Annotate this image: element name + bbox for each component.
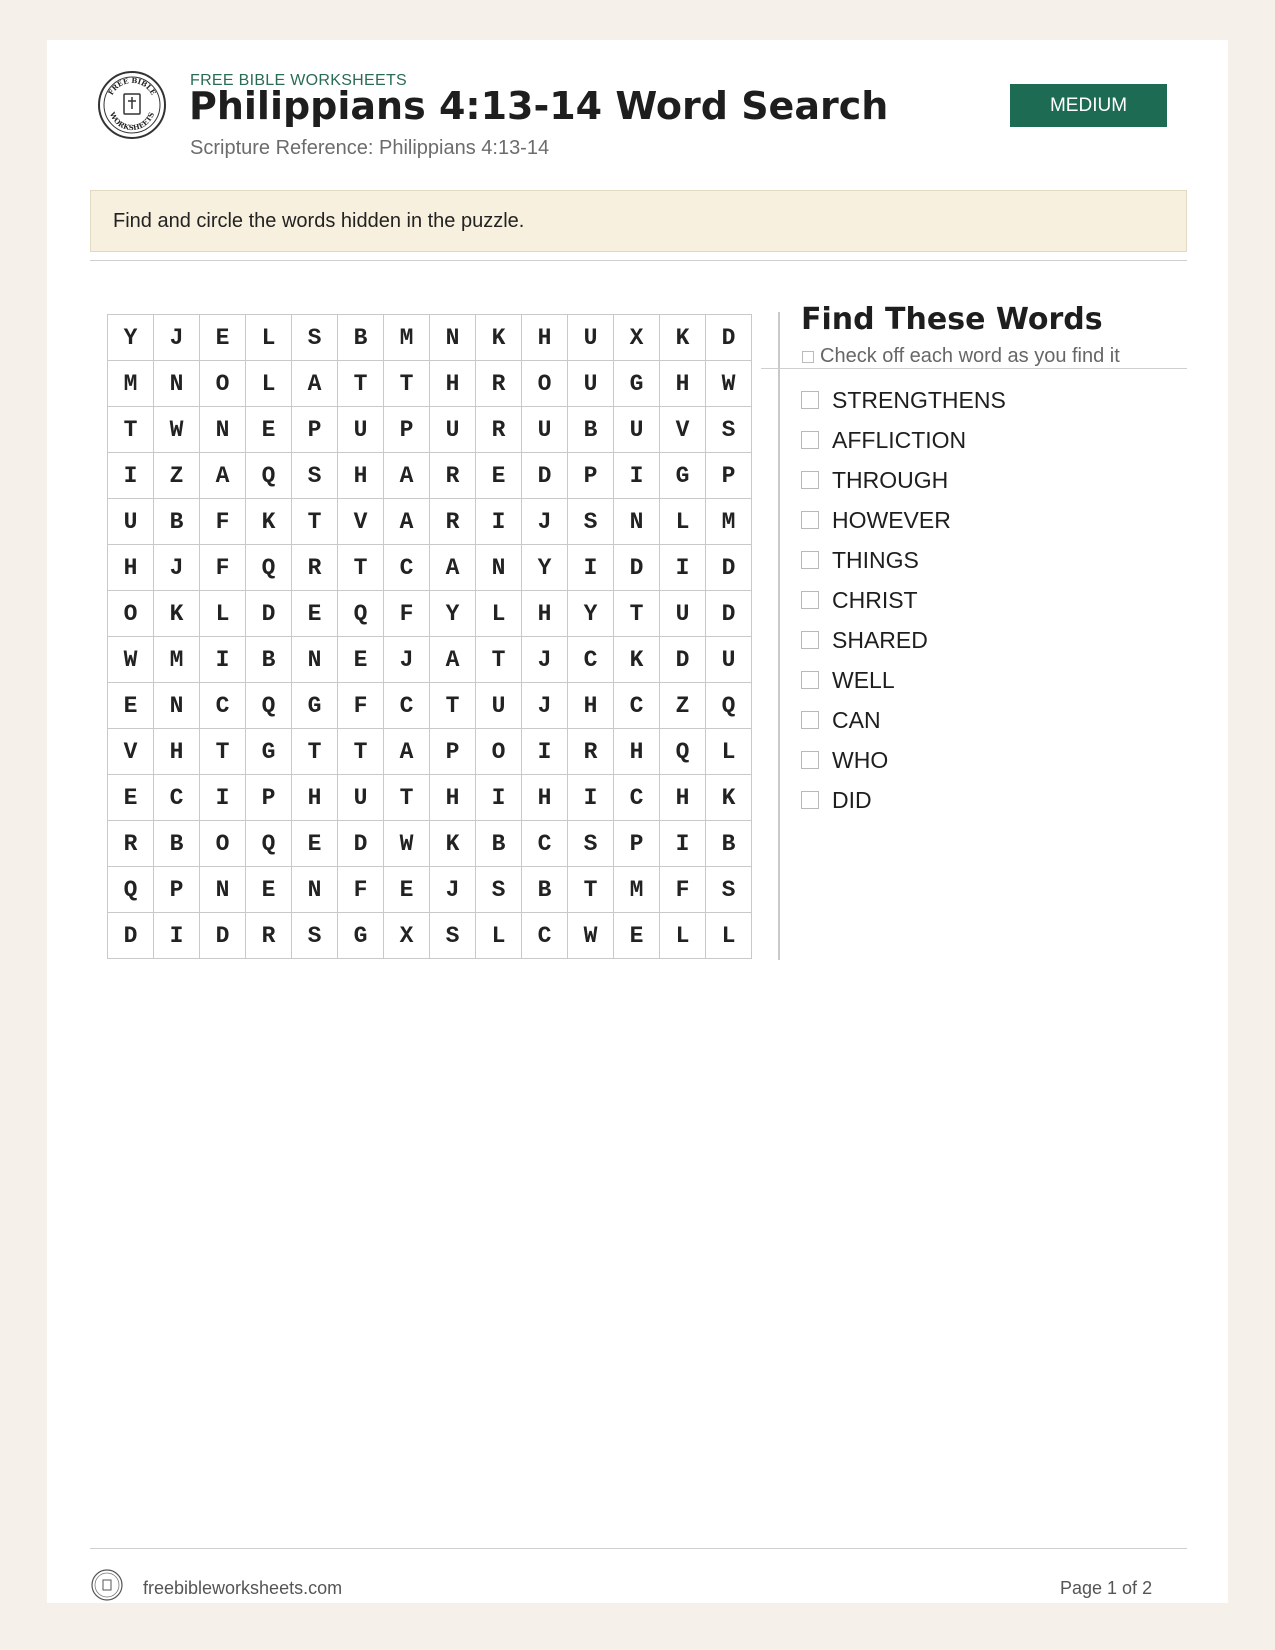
word-text: WHO <box>832 746 889 773</box>
word-list <box>801 380 1006 820</box>
grid-letter[interactable]: O <box>200 361 246 407</box>
grid-letter[interactable]: A <box>384 729 430 775</box>
footer-website: freebibleworksheets.com <box>143 1578 343 1598</box>
grid-letter[interactable]: I <box>476 775 522 821</box>
grid-letter[interactable]: I <box>154 913 200 959</box>
site-logo <box>97 70 167 140</box>
grid-letter[interactable]: M <box>154 637 200 683</box>
grid-letter[interactable]: R <box>430 499 476 545</box>
word-list-item <box>801 700 1006 740</box>
grid-letter[interactable]: N <box>200 867 246 913</box>
grid-letter[interactable]: E <box>614 913 660 959</box>
grid-letter[interactable]: Y <box>430 591 476 637</box>
grid-letter[interactable]: P <box>154 867 200 913</box>
grid-letter[interactable]: R <box>246 913 292 959</box>
grid-letter[interactable]: E <box>200 315 246 361</box>
grid-letter[interactable]: L <box>200 591 246 637</box>
grid-row <box>108 637 752 683</box>
grid-letter[interactable]: Y <box>522 545 568 591</box>
grid-letter[interactable]: S <box>430 913 476 959</box>
grid-row <box>108 545 752 591</box>
grid-letter[interactable]: T <box>338 729 384 775</box>
grid-letter[interactable]: I <box>522 729 568 775</box>
word-list-item <box>801 580 1006 620</box>
footer-divider <box>90 1548 1187 1549</box>
word-list-item <box>801 460 1006 500</box>
grid-letter[interactable]: N <box>154 683 200 729</box>
word-checkbox[interactable] <box>801 431 819 449</box>
grid-letter[interactable]: I <box>614 453 660 499</box>
page-number: Page 1 of 2 <box>1060 1578 1153 1598</box>
grid-letter[interactable]: C <box>522 821 568 867</box>
grid-letter[interactable]: P <box>430 729 476 775</box>
grid-letter[interactable]: H <box>522 315 568 361</box>
grid-letter[interactable]: K <box>614 637 660 683</box>
grid-letter[interactable]: U <box>614 407 660 453</box>
grid-letter[interactable]: Q <box>246 821 292 867</box>
grid-letter[interactable]: N <box>476 545 522 591</box>
grid-letter[interactable]: L <box>660 499 706 545</box>
grid-letter[interactable]: H <box>660 361 706 407</box>
grid-letter[interactable]: N <box>292 637 338 683</box>
word-text: HOWEVER <box>832 506 951 533</box>
grid-letter[interactable]: K <box>430 821 476 867</box>
word-list-item <box>801 500 1006 540</box>
word-checkbox[interactable] <box>801 671 819 689</box>
word-list-item <box>801 780 1006 820</box>
footer-logo <box>91 1569 123 1601</box>
grid-letter[interactable]: E <box>476 453 522 499</box>
grid-row <box>108 315 752 361</box>
grid-letter[interactable]: I <box>660 545 706 591</box>
grid-letter[interactable]: U <box>476 683 522 729</box>
grid-letter[interactable]: B <box>338 315 384 361</box>
grid-letter[interactable]: N <box>154 361 200 407</box>
grid-row <box>108 913 752 959</box>
grid-row <box>108 821 752 867</box>
grid-letter[interactable]: G <box>614 361 660 407</box>
grid-letter[interactable]: T <box>338 361 384 407</box>
grid-letter[interactable]: B <box>246 637 292 683</box>
word-list-item <box>801 740 1006 780</box>
grid-letter[interactable]: T <box>476 637 522 683</box>
grid-letter[interactable]: F <box>200 545 246 591</box>
grid-letter[interactable]: F <box>200 499 246 545</box>
grid-row <box>108 453 752 499</box>
grid-letter[interactable]: W <box>154 407 200 453</box>
grid-letter[interactable]: J <box>430 867 476 913</box>
grid-letter[interactable]: I <box>200 637 246 683</box>
grid-letter[interactable]: H <box>338 453 384 499</box>
grid-letter[interactable]: T <box>292 729 338 775</box>
grid-letter[interactable]: T <box>384 361 430 407</box>
grid-letter[interactable]: M <box>706 499 752 545</box>
grid-letter[interactable]: L <box>660 913 706 959</box>
word-list-hint-text: Check off each word as you find it <box>820 345 1120 367</box>
grid-letter[interactable]: H <box>522 591 568 637</box>
grid-letter[interactable]: D <box>706 545 752 591</box>
grid-letter[interactable]: E <box>292 591 338 637</box>
grid-letter[interactable]: D <box>338 821 384 867</box>
grid-letter[interactable]: C <box>154 775 200 821</box>
grid-letter[interactable]: L <box>246 361 292 407</box>
grid-row <box>108 683 752 729</box>
grid-letter[interactable]: U <box>660 591 706 637</box>
grid-letter[interactable]: D <box>614 545 660 591</box>
word-list-item <box>801 620 1006 660</box>
grid-letter[interactable]: E <box>384 867 430 913</box>
grid-letter[interactable]: F <box>384 591 430 637</box>
grid-letter[interactable]: G <box>292 683 338 729</box>
grid-letter[interactable]: E <box>246 407 292 453</box>
grid-letter[interactable]: S <box>568 821 614 867</box>
grid-letter[interactable]: A <box>384 499 430 545</box>
grid-letter[interactable]: K <box>476 315 522 361</box>
grid-letter[interactable]: O <box>522 361 568 407</box>
grid-letter[interactable]: H <box>568 683 614 729</box>
grid-letter[interactable]: D <box>200 913 246 959</box>
grid-letter[interactable]: T <box>292 499 338 545</box>
grid-letter[interactable]: F <box>338 683 384 729</box>
word-checkbox[interactable] <box>801 391 819 409</box>
word-checkbox[interactable] <box>801 751 819 769</box>
grid-letter[interactable]: B <box>154 821 200 867</box>
grid-letter[interactable]: W <box>706 361 752 407</box>
grid-letter[interactable]: T <box>614 591 660 637</box>
grid-letter[interactable]: K <box>706 775 752 821</box>
grid-letter[interactable]: P <box>292 407 338 453</box>
grid-letter[interactable]: F <box>660 867 706 913</box>
grid-letter[interactable]: D <box>706 591 752 637</box>
word-checkbox[interactable] <box>801 591 819 609</box>
grid-letter[interactable]: M <box>614 867 660 913</box>
grid-letter[interactable]: Q <box>246 545 292 591</box>
grid-letter[interactable]: T <box>568 867 614 913</box>
grid-letter[interactable]: H <box>660 775 706 821</box>
grid-letter[interactable]: U <box>706 637 752 683</box>
word-text: CHRIST <box>832 586 918 613</box>
grid-letter[interactable]: J <box>522 499 568 545</box>
grid-letter[interactable]: B <box>568 407 614 453</box>
word-search-grid <box>107 314 752 959</box>
grid-letter[interactable]: S <box>568 499 614 545</box>
grid-letter[interactable]: E <box>338 637 384 683</box>
grid-letter[interactable]: Q <box>246 453 292 499</box>
grid-letter[interactable]: I <box>108 453 154 499</box>
grid-letter[interactable]: C <box>568 637 614 683</box>
word-text: THROUGH <box>832 466 949 493</box>
grid-letter[interactable]: S <box>706 407 752 453</box>
grid-letter[interactable]: D <box>706 315 752 361</box>
grid-letter[interactable]: Q <box>108 867 154 913</box>
grid-letter[interactable]: C <box>384 545 430 591</box>
grid-letter[interactable]: X <box>384 913 430 959</box>
word-checkbox[interactable] <box>801 791 819 809</box>
grid-letter[interactable]: W <box>108 637 154 683</box>
grid-letter[interactable]: A <box>384 453 430 499</box>
grid-letter[interactable]: H <box>522 775 568 821</box>
grid-letter[interactable]: V <box>338 499 384 545</box>
grid-letter[interactable]: Z <box>660 683 706 729</box>
grid-row <box>108 407 752 453</box>
grid-letter[interactable]: T <box>430 683 476 729</box>
word-list-item <box>801 420 1006 460</box>
grid-letter[interactable]: T <box>338 545 384 591</box>
grid-letter[interactable]: K <box>154 591 200 637</box>
checkbox-icon <box>802 351 814 363</box>
word-checkbox[interactable] <box>801 551 819 569</box>
grid-letter[interactable]: D <box>246 591 292 637</box>
grid-letter[interactable]: J <box>384 637 430 683</box>
grid-letter[interactable]: H <box>292 775 338 821</box>
grid-letter[interactable]: N <box>292 867 338 913</box>
grid-letter[interactable]: E <box>108 683 154 729</box>
grid-letter[interactable]: I <box>568 545 614 591</box>
grid-letter[interactable]: C <box>614 683 660 729</box>
grid-letter[interactable]: J <box>154 315 200 361</box>
grid-letter[interactable]: V <box>660 407 706 453</box>
grid-letter[interactable]: R <box>292 545 338 591</box>
grid-letter[interactable]: R <box>476 361 522 407</box>
grid-letter[interactable]: T <box>108 407 154 453</box>
grid-letter[interactable]: A <box>200 453 246 499</box>
grid-letter[interactable]: C <box>384 683 430 729</box>
grid-letter[interactable]: N <box>200 407 246 453</box>
grid-letter[interactable]: E <box>246 867 292 913</box>
grid-letter[interactable]: O <box>200 821 246 867</box>
word-text: CAN <box>832 706 881 733</box>
grid-letter[interactable]: B <box>522 867 568 913</box>
grid-letter[interactable]: L <box>476 591 522 637</box>
page-title: Philippians 4:13-14 Word Search <box>189 84 889 128</box>
grid-letter[interactable]: N <box>430 315 476 361</box>
word-list-item <box>801 540 1006 580</box>
grid-letter[interactable]: S <box>292 913 338 959</box>
word-text: THINGS <box>832 546 919 573</box>
word-checkbox[interactable] <box>801 631 819 649</box>
grid-letter[interactable]: R <box>568 729 614 775</box>
grid-letter[interactable]: E <box>292 821 338 867</box>
grid-letter[interactable]: D <box>660 637 706 683</box>
grid-letter[interactable]: L <box>476 913 522 959</box>
grid-letter[interactable]: B <box>154 499 200 545</box>
grid-letter[interactable]: I <box>200 775 246 821</box>
word-checkbox[interactable] <box>801 511 819 529</box>
grid-letter[interactable]: P <box>614 821 660 867</box>
grid-letter[interactable]: U <box>338 775 384 821</box>
grid-row <box>108 775 752 821</box>
grid-letter[interactable]: O <box>476 729 522 775</box>
word-text: AFFLICTION <box>832 426 967 453</box>
grid-row <box>108 867 752 913</box>
grid-letter[interactable]: I <box>660 821 706 867</box>
word-list-divider <box>761 368 1187 369</box>
grid-row <box>108 361 752 407</box>
grid-letter[interactable]: D <box>108 913 154 959</box>
grid-letter[interactable]: V <box>108 729 154 775</box>
grid-letter[interactable]: U <box>338 407 384 453</box>
word-text: WELL <box>832 666 895 693</box>
word-checkbox[interactable] <box>801 711 819 729</box>
svg-text:FREE BIBLE: FREE BIBLE <box>106 75 158 97</box>
grid-letter[interactable]: U <box>568 315 614 361</box>
grid-letter[interactable]: D <box>522 453 568 499</box>
grid-letter[interactable]: L <box>706 913 752 959</box>
word-checkbox[interactable] <box>801 471 819 489</box>
grid-letter[interactable]: C <box>614 775 660 821</box>
grid-letter[interactable]: G <box>660 453 706 499</box>
grid-letter[interactable]: W <box>568 913 614 959</box>
grid-letter[interactable]: Y <box>108 315 154 361</box>
grid-letter[interactable]: R <box>430 453 476 499</box>
brand-label: FREE BIBLE WORKSHEETS <box>190 72 408 89</box>
grid-letter[interactable]: H <box>108 545 154 591</box>
grid-letter[interactable]: E <box>108 775 154 821</box>
grid-letter[interactable]: H <box>154 729 200 775</box>
grid-letter[interactable]: J <box>154 545 200 591</box>
grid-letter[interactable]: O <box>108 591 154 637</box>
grid-letter[interactable]: K <box>660 315 706 361</box>
grid-letter[interactable]: U <box>522 407 568 453</box>
grid-letter[interactable]: L <box>246 315 292 361</box>
grid-letter[interactable]: U <box>568 361 614 407</box>
grid-row <box>108 729 752 775</box>
grid-letter[interactable]: I <box>568 775 614 821</box>
grid-letter[interactable]: S <box>476 867 522 913</box>
grid-letter[interactable]: M <box>108 361 154 407</box>
grid-letter[interactable]: Q <box>246 683 292 729</box>
grid-letter[interactable]: T <box>384 775 430 821</box>
grid-letter[interactable]: U <box>430 407 476 453</box>
grid-letter[interactable]: B <box>476 821 522 867</box>
grid-letter[interactable]: M <box>384 315 430 361</box>
grid-letter[interactable]: A <box>430 637 476 683</box>
grid-letter[interactable]: R <box>476 407 522 453</box>
grid-row <box>108 591 752 637</box>
worksheet-page <box>47 40 1228 1603</box>
grid-letter[interactable]: X <box>614 315 660 361</box>
grid-letter[interactable]: S <box>292 453 338 499</box>
grid-letter[interactable]: H <box>614 729 660 775</box>
grid-letter[interactable]: G <box>338 913 384 959</box>
header-divider <box>90 260 1187 261</box>
grid-letter[interactable]: K <box>246 499 292 545</box>
word-text: DID <box>832 786 872 813</box>
grid-letter[interactable]: Q <box>660 729 706 775</box>
grid-letter[interactable]: U <box>108 499 154 545</box>
word-list-title: Find These Words <box>801 302 1103 337</box>
grid-letter[interactable]: L <box>706 729 752 775</box>
grid-letter[interactable]: H <box>430 361 476 407</box>
grid-letter[interactable]: Q <box>706 683 752 729</box>
svg-text:WORKSHEETS: WORKSHEETS <box>107 110 157 133</box>
difficulty-badge: MEDIUM <box>1010 84 1167 127</box>
grid-letter[interactable]: H <box>430 775 476 821</box>
grid-letter[interactable]: Q <box>338 591 384 637</box>
instructions-box <box>90 190 1187 252</box>
grid-letter[interactable]: F <box>338 867 384 913</box>
grid-letter[interactable]: A <box>430 545 476 591</box>
grid-letter[interactable]: P <box>568 453 614 499</box>
grid-letter[interactable]: B <box>706 821 752 867</box>
word-list-item <box>801 380 1006 420</box>
grid-letter[interactable]: P <box>706 453 752 499</box>
grid-letter[interactable]: R <box>108 821 154 867</box>
grid-letter[interactable]: G <box>246 729 292 775</box>
grid-letter[interactable]: J <box>522 637 568 683</box>
grid-letter[interactable]: C <box>200 683 246 729</box>
grid-row <box>108 499 752 545</box>
word-list-item <box>801 660 1006 700</box>
word-text: SHARED <box>832 626 928 653</box>
grid-letter[interactable]: W <box>384 821 430 867</box>
word-text: STRENGTHENS <box>832 386 1006 413</box>
grid-letter[interactable]: P <box>384 407 430 453</box>
grid-letter[interactable]: N <box>614 499 660 545</box>
grid-letter[interactable]: Y <box>568 591 614 637</box>
grid-letter[interactable]: C <box>522 913 568 959</box>
instructions-text: Find and circle the words hidden in the puzzle. <box>113 210 525 232</box>
grid-letter[interactable]: T <box>200 729 246 775</box>
word-list-hint <box>802 345 1120 368</box>
grid-letter[interactable]: S <box>706 867 752 913</box>
grid-letter[interactable]: J <box>522 683 568 729</box>
grid-letter[interactable]: P <box>246 775 292 821</box>
grid-letter[interactable]: I <box>476 499 522 545</box>
grid-letter[interactable]: A <box>292 361 338 407</box>
grid-letter[interactable]: Z <box>154 453 200 499</box>
column-divider <box>778 312 780 960</box>
grid-letter[interactable]: S <box>292 315 338 361</box>
scripture-reference: Scripture Reference: Philippians 4:13-14 <box>190 137 550 159</box>
